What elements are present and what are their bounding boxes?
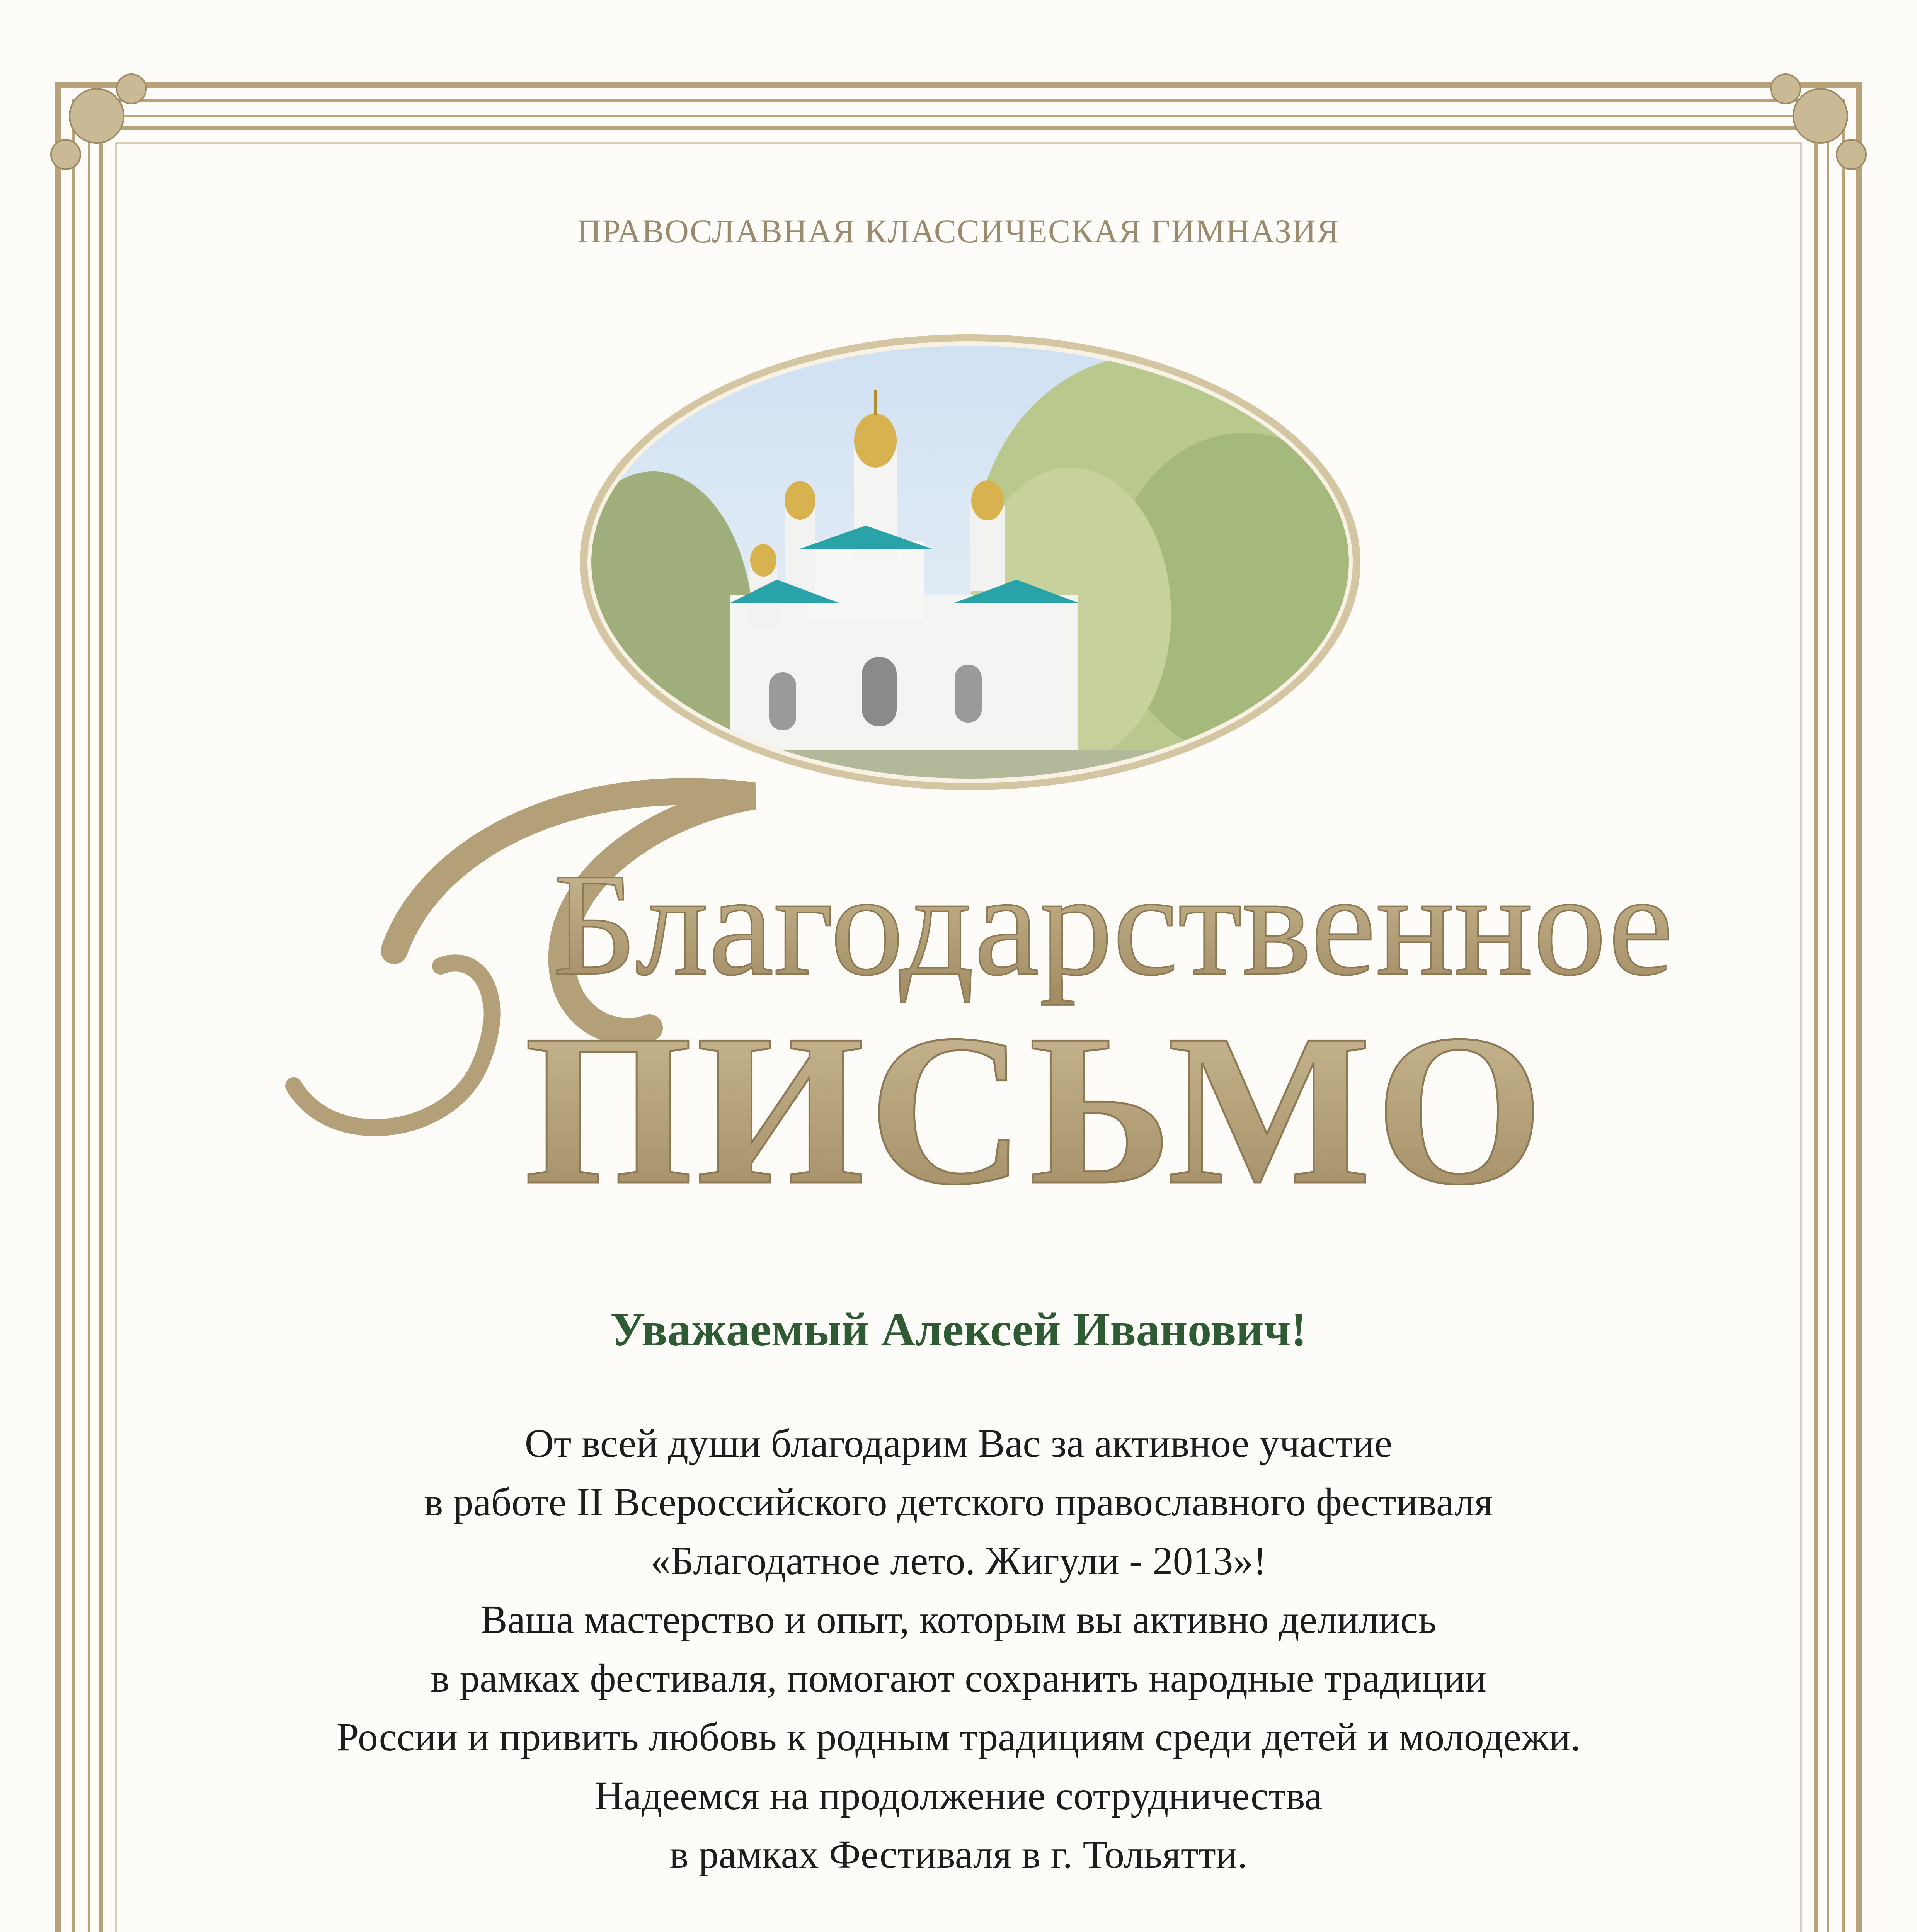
body-line: в рамках фестиваля, помогают сохранить народные традиции (431, 1656, 1486, 1701)
body-line: От всей души благодарим Вас за активное участие (524, 1421, 1393, 1466)
body-line: в работе II Всероссийского детского православного фестиваля (424, 1480, 1493, 1524)
title-graphic (232, 680, 1701, 1260)
letter-body (0, 1414, 1917, 1884)
body-line: Надеемся на продолжение сотрудничества (594, 1774, 1323, 1818)
body-line: «Благодатное лето. Жигули - 2013»! (650, 1539, 1267, 1583)
body-line: России и привить любовь к родным традициям среди детей и молодежи. (336, 1715, 1581, 1759)
body-line: Ваша мастерство и опыт, которым вы активно делились (480, 1597, 1437, 1642)
title-line2: ПИСЬМО (524, 990, 1548, 1230)
institution-header: ПРАВОСЛАВНАЯ КЛАССИЧЕСКАЯ ГИМНАЗИЯ (577, 213, 1340, 250)
body-line: в рамках Фестиваля в г. Тольятти. (669, 1832, 1248, 1877)
title-line1: Благодарственное (553, 843, 1674, 1006)
greeting: Уважаемый Алексей Иванович! (610, 1303, 1307, 1356)
